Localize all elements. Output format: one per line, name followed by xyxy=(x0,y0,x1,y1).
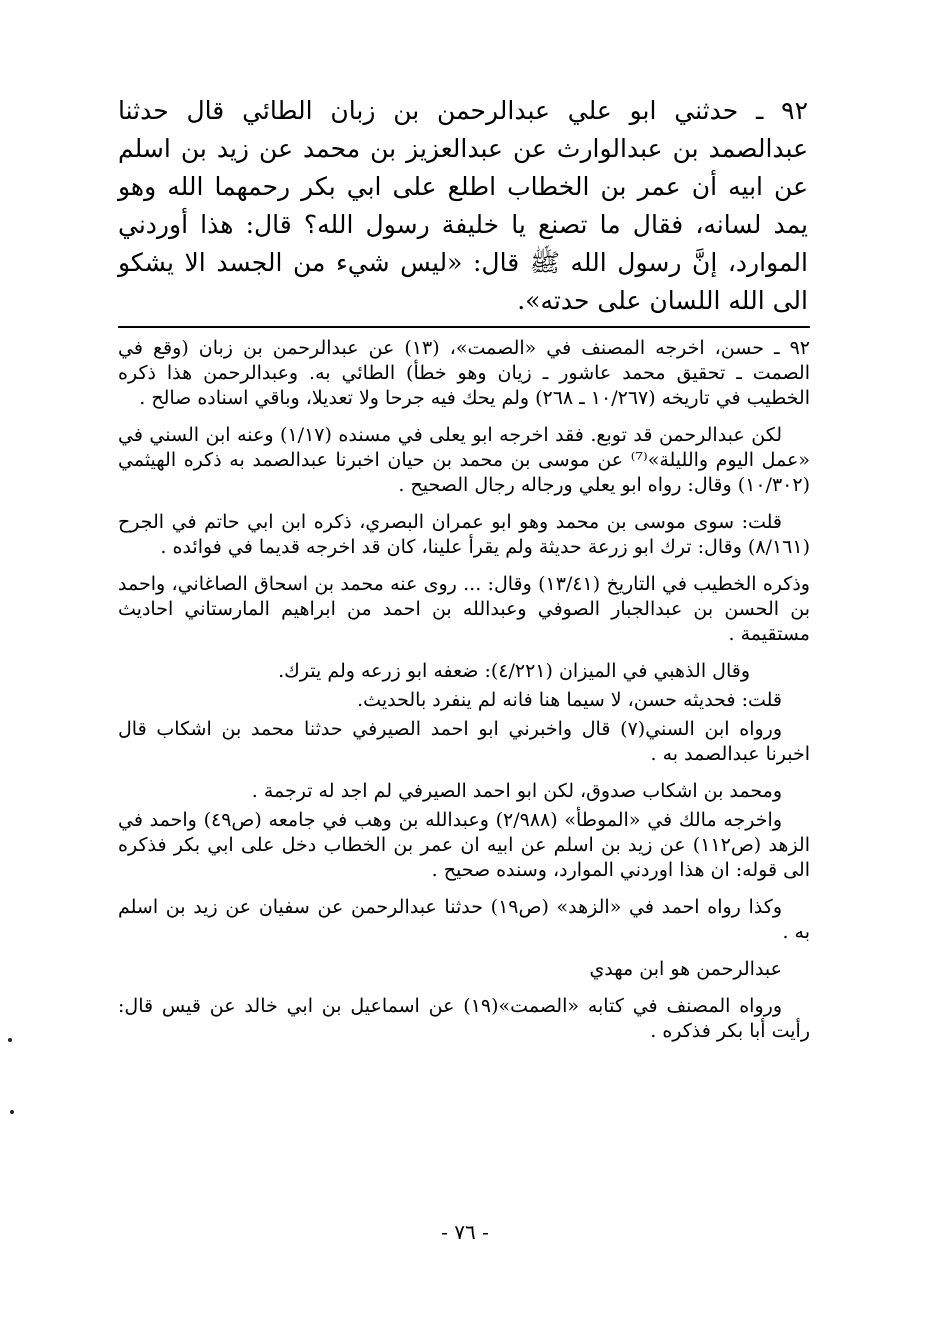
footnote-separator xyxy=(118,326,810,328)
footnote-paragraph: وذكره الخطيب في التاريخ (١٣/٤١) وقال: ... روى عنه محمد بن اسحاق الصاغاني، واحمد بن الحسن بن عبدالجبار الصوفي وعبدالله بن احمد من ابراهيم المارستاني احاديث مستقيمة . xyxy=(118,573,810,645)
footnote-paragraph: وكذا رواه احمد في «الزهد» (ص١٩) حدثنا عبدالرحمن عن سفيان عن زيد بن اسلم به . xyxy=(118,896,810,943)
footnote-paragraph: قلت: سوى موسى بن محمد وهو ابو عمران البصري، ذكره ابن ابي حاتم في الجرح (٨/١٦١) وقال: ترك ابو زرعة حديثة ولم يقرأ علينا، كان قد اخرجه قديما في فوائده . xyxy=(118,511,810,558)
footnote-paragraph: عبدالرحمن هو ابن مهدي xyxy=(589,958,782,980)
footnote-paragraph: وقال الذهبي في الميزان (٤/٢٢١): ضعفه ابو زرعه ولم يترك. xyxy=(278,660,750,682)
footnote-paragraph: لكن عبدالرحمن قد توبع. فقد اخرجه ابو يعلى في مسنده (١/١٧) وعنه ابن السني في «عمل اليوم والليلة»⁽⁷⁾ عن موسى بن محمد بن حيان اخبرنا عبدالصمد به ذكره الهيثمي (١٠/٣٠٢) وقال: رواه ابو يعلي ورجاله رجال الصحيح . xyxy=(118,424,810,496)
scan-speck xyxy=(10,1110,14,1114)
footnotes-block xyxy=(118,336,810,1056)
footnote-paragraph: ومحمد بن اشكاب صدوق، لكن ابو احمد الصيرفي لم اجد له ترجمة . xyxy=(251,780,782,802)
main-text-block xyxy=(118,92,808,320)
footnote-paragraph: واخرجه مالك في «الموطأ» (٢/٩٨٨) وعبدالله بن وهب في جامعه (ص٤٩) واحمد في الزهد (ص١١٢) عن زيد بن اسلم عن ابيه ان عمر بن الخطاب دخل على ابي بكر فذكره الى قوله: ان هذا اوردني الموارد، وسنده صحيح . xyxy=(118,809,811,881)
hadith-paragraph: ٩٢ ـ حدثني ابو علي عبدالرحمن بن زبان الطائي قال حدثنا عبدالصمد بن عبدالوارث عن عبدالعزيز بن محمد عن زيد بن اسلم عن ابيه أن عمر بن الخطاب اطلع على ابي بكر رحمهما الله وهو يمد لسانه، فقال ما تصنع يا خليفة رسول الله؟ قال: هذا أوردني الموارد، إنَّ رسول الله ﷺ قال: «ليس شيء من الجسد الا يشكو الى الله اللسان على حدته». xyxy=(118,96,808,315)
footnote-paragraph: ورواه ابن السني(٧) قال واخبرني ابو احمد الصيرفي حدثنا محمد بن اشكاب قال اخبرنا عبدالصمد به . xyxy=(118,718,810,765)
footnote-paragraph: ٩٢ ـ حسن، اخرجه المصنف في «الصمت»، (١٣) عن عبدالرحمن بن زبان (وقع في الصمت ـ تحقيق محمد عاشور ـ زيان وهو خطأ) الطائي به. وعبدالرحمن هذا ذكره الخطيب في تاريخه (١٠/٢٦٧ ـ ٢٦٨) ولم يحك فيه جرحا ولا تعديلا، وباقي اسناده صالح . xyxy=(118,337,810,409)
page-number: - ٧٦ - xyxy=(441,1220,489,1244)
scan-speck xyxy=(8,1038,12,1042)
footnote-paragraph: قلت: فحديثه حسن، لا سيما هنا فانه لم ينفرد بالحديث. xyxy=(357,689,782,711)
footnote-paragraph: ورواه المصنف في كتابه «الصمت»(١٩) عن اسماعيل بن ابي خالد عن قيس قال: رأيت أبا بكر فذكره . xyxy=(118,995,810,1042)
